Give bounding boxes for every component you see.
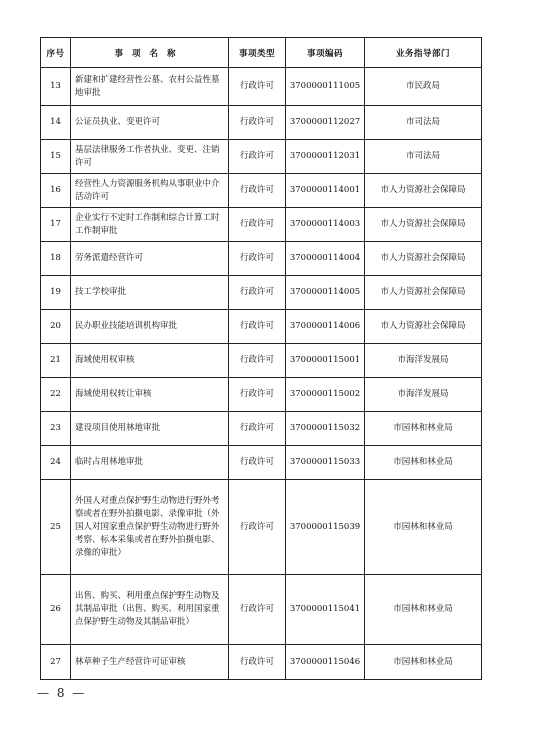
row-code: 3700000112031 bbox=[286, 140, 365, 174]
row-code: 3700000115001 bbox=[286, 344, 365, 378]
row-type: 行政许可 bbox=[229, 378, 286, 412]
row-dept: 市园林和林业局 bbox=[365, 446, 482, 480]
table-row bbox=[41, 140, 482, 174]
row-type: 行政许可 bbox=[229, 344, 286, 378]
row-item-name: 企业实行不定时工作制和综合计算工时工作制审批 bbox=[75, 212, 220, 236]
row-code: 3700000111005 bbox=[286, 68, 365, 106]
table-row bbox=[41, 174, 482, 208]
table-row bbox=[41, 446, 482, 480]
row-seq: 16 bbox=[41, 174, 71, 208]
row-type: 行政许可 bbox=[229, 208, 286, 242]
table-row bbox=[41, 242, 482, 276]
row-seq: 15 bbox=[41, 140, 71, 174]
row-seq: 22 bbox=[41, 378, 71, 412]
row-seq: 17 bbox=[41, 208, 71, 242]
row-seq: 20 bbox=[41, 310, 71, 344]
row-seq: 25 bbox=[41, 480, 71, 575]
row-code: 3700000115032 bbox=[286, 412, 365, 446]
row-type: 行政许可 bbox=[229, 412, 286, 446]
row-code: 3700000114005 bbox=[286, 276, 365, 310]
row-code: 3700000112027 bbox=[286, 106, 365, 140]
header-name: 事项名称 bbox=[71, 38, 229, 68]
table-header-row bbox=[41, 38, 482, 68]
row-dept: 市司法局 bbox=[365, 106, 482, 140]
row-code: 3700000114004 bbox=[286, 242, 365, 276]
row-type: 行政许可 bbox=[229, 276, 286, 310]
row-code: 3700000114006 bbox=[286, 310, 365, 344]
row-dept: 市人力资源社会保障局 bbox=[365, 208, 482, 242]
row-dept: 市人力资源社会保障局 bbox=[365, 310, 482, 344]
row-item-name: 临时占用林地审批 bbox=[75, 457, 144, 467]
row-seq: 26 bbox=[41, 575, 71, 645]
table-row bbox=[41, 378, 482, 412]
row-dept: 市园林和林业局 bbox=[365, 412, 482, 446]
row-item-name: 海域使用权转让审核 bbox=[75, 389, 152, 399]
row-code: 3700000115046 bbox=[286, 645, 365, 680]
row-code: 3700000115002 bbox=[286, 378, 365, 412]
row-item-name: 劳务派遣经营许可 bbox=[75, 253, 144, 263]
row-code: 3700000115039 bbox=[286, 480, 365, 575]
table-row bbox=[41, 208, 482, 242]
items-table bbox=[40, 37, 482, 680]
row-item-name: 新建和扩建经营性公墓、农村公益性墓地审批 bbox=[75, 74, 220, 98]
row-type: 行政许可 bbox=[229, 575, 286, 645]
table-row bbox=[41, 344, 482, 378]
row-code: 3700000114003 bbox=[286, 208, 365, 242]
row-dept: 市园林和林业局 bbox=[365, 645, 482, 680]
table-row bbox=[41, 310, 482, 344]
row-item-name: 技工学校审批 bbox=[75, 287, 127, 297]
header-type: 事项类型 bbox=[229, 38, 286, 68]
row-type: 行政许可 bbox=[229, 446, 286, 480]
row-item-name: 民办职业技能培训机构审批 bbox=[75, 321, 178, 331]
row-dept: 市人力资源社会保障局 bbox=[365, 174, 482, 208]
row-seq: 27 bbox=[41, 645, 71, 680]
header-seq: 序号 bbox=[41, 38, 71, 68]
table-row bbox=[41, 68, 482, 106]
table-row bbox=[41, 412, 482, 446]
row-seq: 23 bbox=[41, 412, 71, 446]
row-type: 行政许可 bbox=[229, 174, 286, 208]
row-type: 行政许可 bbox=[229, 310, 286, 344]
table-row bbox=[41, 575, 482, 645]
row-type: 行政许可 bbox=[229, 242, 286, 276]
row-dept: 市司法局 bbox=[365, 140, 482, 174]
row-dept: 市人力资源社会保障局 bbox=[365, 242, 482, 276]
row-code: 3700000115041 bbox=[286, 575, 365, 645]
row-item-name: 建设项目使用林地审批 bbox=[75, 423, 161, 433]
table-row bbox=[41, 276, 482, 310]
page-number: — 8 — bbox=[37, 686, 87, 700]
row-item-name: 林草种子生产经营许可证审核 bbox=[75, 656, 186, 667]
row-dept: 市民政局 bbox=[365, 68, 482, 106]
row-type: 行政许可 bbox=[229, 645, 286, 680]
row-dept: 市园林和林业局 bbox=[365, 480, 482, 575]
row-type: 行政许可 bbox=[229, 140, 286, 174]
row-item-name: 基层法律服务工作者执业、变更、注销许可 bbox=[75, 144, 220, 168]
row-dept: 市园林和林业局 bbox=[365, 575, 482, 645]
header-dept: 业务指导部门 bbox=[365, 38, 482, 68]
row-seq: 13 bbox=[41, 68, 71, 106]
header-code: 事项编码 bbox=[286, 38, 365, 68]
row-seq: 18 bbox=[41, 242, 71, 276]
row-seq: 14 bbox=[41, 106, 71, 140]
row-seq: 19 bbox=[41, 276, 71, 310]
table-row bbox=[41, 106, 482, 140]
row-code: 3700000114001 bbox=[286, 174, 365, 208]
row-item-name: 公证员执业、变更许可 bbox=[75, 117, 161, 127]
row-code: 3700000115033 bbox=[286, 446, 365, 480]
table-row bbox=[41, 480, 482, 575]
row-item-name: 出售、购买、利用重点保护野生动物及其制品审批（出售、购买、利用国家重点保护野生动物及其制品审批） bbox=[75, 591, 220, 627]
row-dept: 市人力资源社会保障局 bbox=[365, 276, 482, 310]
row-dept: 市海洋发展局 bbox=[365, 378, 482, 412]
row-type: 行政许可 bbox=[229, 480, 286, 575]
table-row bbox=[41, 645, 482, 680]
row-seq: 24 bbox=[41, 446, 71, 480]
row-dept: 市海洋发展局 bbox=[365, 344, 482, 378]
row-item-name: 外国人对重点保护野生动物进行野外考察或者在野外拍摄电影、录像审批（外国人对国家重点保护野生动物进行野外考察、标本采集或者在野外拍摄电影、录像的审批） bbox=[75, 495, 220, 558]
row-type: 行政许可 bbox=[229, 106, 286, 140]
row-item-name: 海域使用权审核 bbox=[75, 355, 135, 365]
row-seq: 21 bbox=[41, 344, 71, 378]
row-item-name: 经营性人力资源服务机构从事职业中介活动许可 bbox=[75, 178, 220, 202]
row-type: 行政许可 bbox=[229, 68, 286, 106]
